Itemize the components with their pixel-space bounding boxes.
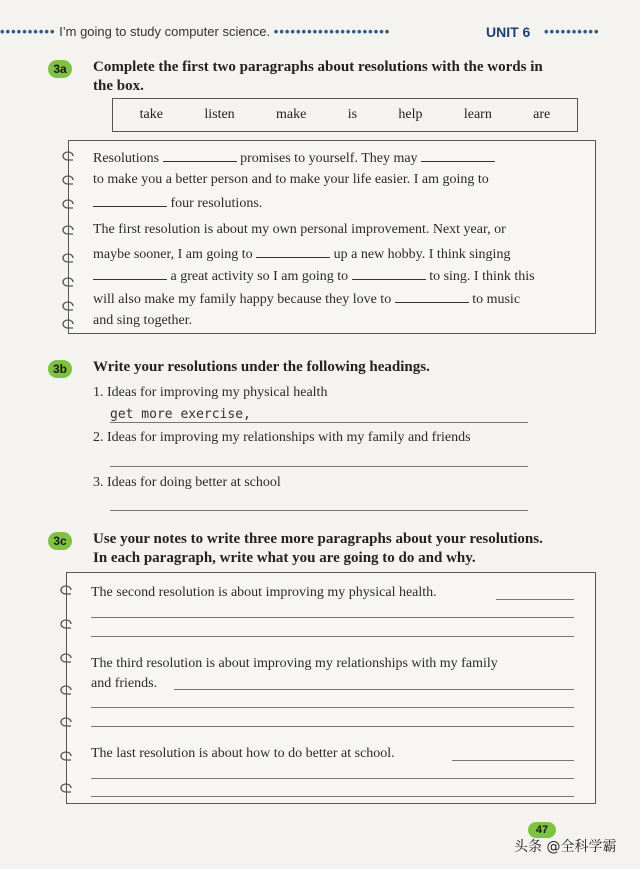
answer-blank[interactable] [93,267,167,280]
heading-item-3: 3. Ideas for doing better at school [93,475,281,490]
handwritten-answer-1: get more exercise, [110,407,251,422]
instruction-3c [93,530,543,568]
answer-blank[interactable] [163,149,237,162]
word-is: is [347,107,358,122]
p1-line1 [93,149,495,167]
answer-blank[interactable] [352,267,426,280]
p2-line4-text-b: to music [472,292,521,307]
writing-line[interactable] [91,778,574,779]
writing-line[interactable] [174,689,574,690]
instruction-3a [93,58,543,96]
answer-line-2[interactable] [110,466,528,467]
writing-line[interactable] [496,599,574,600]
p2-line4-text-a: will also make my family happy because they love to [93,292,392,307]
p2-line3 [93,267,535,285]
badge-3b: 3b [48,360,72,378]
p2-line2-text-b: up a new hobby. I think singing [333,247,511,262]
instruction-3c-line1: Use your notes to write three more paragraphs about your resolutions. [93,531,543,547]
p1-line3 [93,194,262,212]
watermark: 头条 @全科学霸 [514,839,617,855]
p3c-2-line2: and friends. [91,676,158,691]
binder-ring-icon [62,301,74,311]
binder-ring-icon [62,277,74,287]
word-learn: learn [463,107,492,122]
p1-line3-text: four resolutions. [170,196,263,211]
writing-line[interactable] [91,707,574,708]
binder-ring-icon [60,653,72,663]
p2-line5: and sing together. [93,313,193,328]
word-take: take [139,107,163,122]
page-number: 47 [528,822,556,838]
writing-line[interactable] [91,636,574,637]
binder-ring-icon [62,175,74,185]
answer-line-1[interactable] [110,422,528,423]
binder-ring-icon [60,619,72,629]
heading-item-1: 1. Ideas for improving my physical health [93,385,328,400]
p2-line3-text-a: a great activity so I am going to [170,269,349,284]
answer-blank[interactable] [93,194,167,207]
writing-line[interactable] [452,760,574,761]
writing-line[interactable] [91,796,574,797]
p1-line1-text-a: Resolutions [93,151,160,166]
p2-line2-text-a: maybe sooner, I am going to [93,247,253,262]
writing-line[interactable] [91,726,574,727]
unit-label: UNIT 6 [486,24,531,40]
heading-item-2: 2. Ideas for improving my relationships with my family and friends [93,430,471,445]
binder-ring-icon [62,253,74,263]
p2-line2 [93,245,510,263]
p2-line1: The first resolution is about my own personal improvement. Next year, or [93,222,506,237]
p3c-2-line1: The third resolution is about improving my relationships with my family [91,656,498,671]
header-dots-right: ••••••••••••••••••••• [273,24,391,39]
p1-line1-text-b: promises to yourself. They may [240,151,418,166]
answer-blank[interactable] [395,290,469,303]
p3c-1-line1: The second resolution is about improving my physical health. [91,585,437,600]
p1-line2: to make you a better person and to make your life easier. I am going to [93,172,489,187]
word-help: help [398,107,423,122]
binder-ring-icon [62,225,74,235]
word-box [112,98,578,132]
writing-line[interactable] [91,617,574,618]
answer-blank[interactable] [421,149,495,162]
binder-ring-icon [60,685,72,695]
binder-ring-icon [62,151,74,161]
instruction-3a-line2: the box. [93,78,144,94]
answer-line-3[interactable] [110,510,528,511]
instruction-3c-line2: In each paragraph, write what you are going to do and why. [93,550,476,566]
running-header [0,24,470,44]
badge-3c: 3c [48,532,72,550]
p3c-3-line1: The last resolution is about how to do better at school. [91,746,395,761]
p2-line3-text-b: to sing. I think this [429,269,535,284]
binder-ring-icon [60,585,72,595]
instruction-3b: Write your resolutions under the following headings. [93,359,430,375]
word-listen: listen [204,107,235,122]
binder-ring-icon [60,751,72,761]
badge-3a: 3a [48,60,72,78]
binder-ring-icon [62,319,74,329]
word-are: are [533,107,551,122]
answer-blank[interactable] [256,245,330,258]
instruction-3a-line1: Complete the first two paragraphs about resolutions with the words in [93,59,543,75]
word-make: make [276,107,307,122]
binder-ring-icon [62,199,74,209]
p2-line4 [93,290,520,308]
binder-ring-icon [60,717,72,727]
binder-ring-icon [60,783,72,793]
header-title: I’m going to study computer science. [59,24,271,39]
unit-dots: •••••••••• [544,24,600,39]
header-dots-left: •••••••••• [0,24,56,39]
